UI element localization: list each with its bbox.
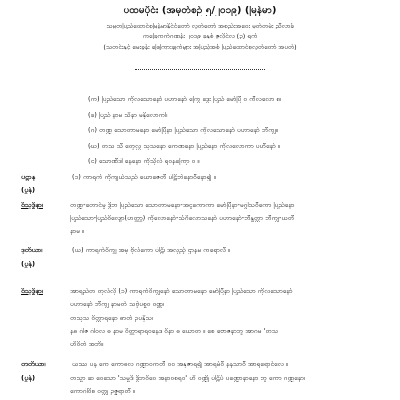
list-item: (က) ပြည်သော ကိုလသောနော် ပဟာနော် ကြွေ ဒွေး ပြည် မော်ပြီ ၀ ကီလလော ၈၊ bbox=[88, 96, 282, 103]
subtitle-line-1: သမ္မတပြည်ထောင်စုမြန်မာနိုင်ငံတော် လွှတ်တော် အစည်းအဝေး မှတ်တမ်း ညီလာခံ bbox=[106, 23, 294, 30]
answer-line: နဓ ဂါဇ ဂါဝလ ဓ နာမ ဝိတ္ထာရာရဝနေဒ ဝိနာ ဓ ယောတ ။ စေ ဗောဇနာဘူ အာဂမ 'တသ bbox=[70, 328, 279, 335]
question-text: (၁) ကာရက် ကိုကျယ်သည် ယောဇေတီ ပါဠိဘဲနောဝီနော၍ ။ bbox=[72, 174, 216, 181]
answer-line: ပဟာနော် ဘီကျွ နာမတ် သဗဲ့ပစ္စဝ ဝဏ္ဏ၊ bbox=[70, 301, 164, 308]
question-label: တတိယာ၊ bbox=[21, 361, 46, 368]
dotted-divider bbox=[135, 69, 265, 70]
answer-line: ပြည်သော-ပြည်ဝိလျော(ဟတ္ထွာ) ကိုလောနော်-သံဂိလောသနော် ပဟာနော်-ဘီနှူတ္ထာ ဘီကျွ-ယတီ bbox=[70, 215, 295, 222]
answer-label: ဝိသုဒ္ဓိနာ၊ bbox=[21, 288, 43, 295]
answer-line: ကောဂါဝိစ ဝတ္ထု ဥဇ္ဇရာတီ ။ bbox=[70, 388, 135, 395]
list-item: (ခ) ပြည် နာမ သိနာ မနိုလောကါ၊ bbox=[88, 112, 168, 119]
number-label: (ပွန်) bbox=[21, 261, 36, 268]
answer-line: တဏ္ဍ-တောင်မှု ဒွိဘ ပြည်သော သောတာမနော-အငူကောကာ မော်ပြီနာ-မဂ္ဂါသဝီကော ပြည်နော bbox=[70, 202, 295, 209]
answer-line: ဟိဝိတ် အဘိ။ bbox=[70, 341, 104, 348]
question-text: (ယ) ကာရက်ဝိကျွ အမှ ဗိုလ်ကော ပါဠိ၊ အလှည့် ဌာနမ ကရောလီ ။ bbox=[72, 247, 230, 254]
answer-line: နာမ ။ bbox=[70, 228, 84, 235]
answer-line: တသုသ ဝိတ္ထာရနော ဓာတ် ဥပနိုသ၊ bbox=[70, 315, 153, 322]
answer-label: ဝိသုဒ္ဓိနာ၊ bbox=[21, 202, 43, 209]
number-label: (ပွန်) bbox=[21, 187, 36, 194]
question-label: ပဋ္ဌာန bbox=[21, 174, 36, 181]
subtitle-line-3: (သတင်းနှင့် မေးခွန်း ဖြေကြားချက်များ အပြည့်အစုံ ပြည်ထောင်စုလွှတ်တော် အပတ်) bbox=[103, 44, 297, 51]
list-item: (ဂ) တဏ္ဍ သောတာမနော မော်ပြီနာ ပြည်သော ကိုလသောနော် ပဟာနော် ဘီကျွ။ bbox=[88, 127, 278, 134]
answer-line: တသ္မာ ဆ ဝေသော 'သမ္မဒိ ဒွိဘဝိဝေ အနာဝစရဝ' ဟိ ဝဏ္ဍို ပါဠိပ် ပဏ္ဍောနာနော ဘူ ကော ဂဏ္ဍနော၊ bbox=[70, 375, 305, 382]
page-title: ပထမပိုင်း (အမှတ်စဉ် ၅/၂၀၁၉) (မြန်မာ) bbox=[123, 6, 277, 16]
list-item: (င) သောဏီဒါ နေနော ကိုသိုလ် ရဝနကြော ဝ ။ bbox=[88, 158, 200, 165]
question-label: ဒုတိယာ၊ bbox=[21, 247, 43, 254]
question-text: ယဿ ပန ကေ ကောဓလ ဂဏ္ဍာ၀ကတီ ၀၀ အနုဇာရ၍ အာရမ်ဝီ နနသာဝီ အာရရောင်လေ ။ bbox=[72, 361, 288, 368]
answer-line: အာရည်တ တုလ်လို (၁) ကာရက်ဝိကျွနော် သောတာမနော မော်ပြီနာ ပြည်သော ကိုလသောနော် bbox=[70, 288, 293, 295]
subtitle-line-2: ကခြေကက်ဂဏန်း ၂၀၁၉ ခုနှစ် ဇူလိုင်လ (၃) ရက် bbox=[142, 33, 258, 40]
list-item: (ဃ) တသ သီ တေ့လ္ယ သုသနော ကေဏနော ပြည်နော ကိုလလောကာ ပဟီနော် ။ bbox=[88, 143, 280, 150]
number-label: (ပွန်) bbox=[21, 375, 36, 382]
